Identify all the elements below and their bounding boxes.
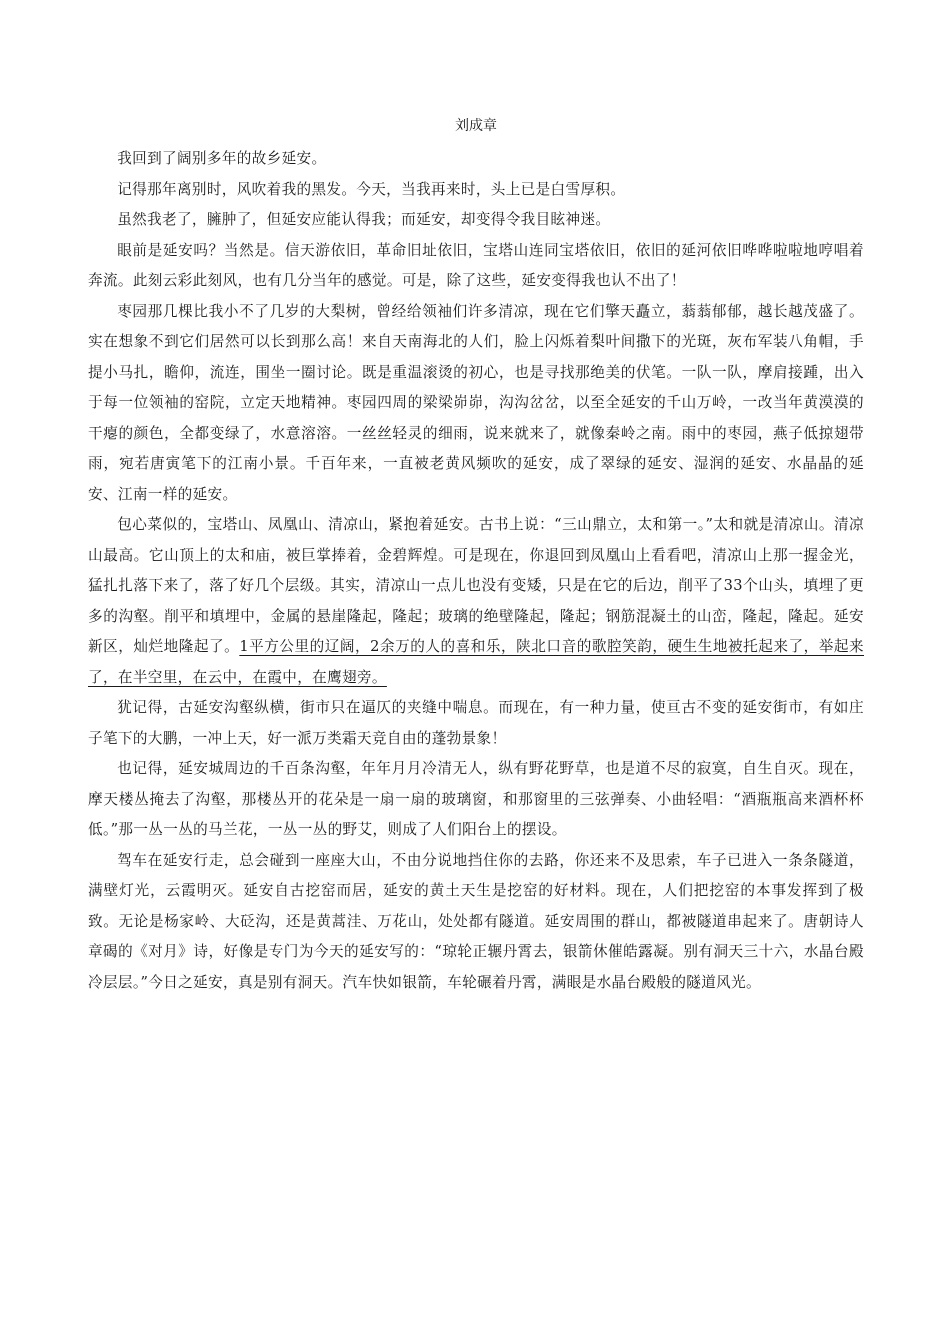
paragraph-3: 虽然我老了，臃肿了，但延安应能认得我；而延安，却变得令我目眩神迷。 [117,211,611,228]
paragraph-2: 记得那年离别时，风吹着我的黑发。今天，当我再来时，头上已是白雪厚积。 [117,180,626,198]
paragraph-9: 驾车在延安行走，总会碰到一座座大山，不由分说地挡住你的去路，你还来不及思索，车子已进入一条条隧道，满壁灯光，云霞明灭。延安自古挖窑而居，延安的黄土天生是挖窑的好材料。现在，人们把挖窑的本事发挥到了极致。无论是杨家岭、大砭沟，还是黄蒿洼、万花山，处处都有隧道。延安周围的群山，都被隧道串起来了。唐朝诗人章碣的《对月》诗，好像是专门为今天的延安写的：“琼轮正辗丹霄去，银箭休催皓露凝。别有洞天三十六，水晶台殿冷层层。”今日之延安，真是别有洞天。汽车快如银箭，车轮碾着丹霄，满眼是水晶台殿般的隧道风光。 [88,851,864,991]
author-name: 刘成章 [455,118,497,134]
paragraph-1: 我回到了阔别多年的故乡延安。 [117,150,327,167]
paragraph-4: 眼前是延安吗？当然是。信天游依旧，革命旧址依旧，宝塔山连同宝塔依旧，依旧的延河依旧哗哗啦啦地哼唱着奔流。此刻云彩此刻风，也有几分当年的感觉。可是，除了这些，延安变得我也认不出了！ [88,241,864,289]
paragraph-5: 枣园那几棵比我小不了几岁的大梨树，曾经给领袖们许多清凉，现在它们擎天矗立，蓊蓊郁郁，越长越茂盛了。实在想象不到它们居然可以长到那么高！来自天南海北的人们，脸上闪烁着梨叶间撒下的光斑，灰布军装八角帽，手提小马扎，瞻仰，流连，围坐一圈讨论。既是重温滚烫的初心，也是寻找那绝美的伏笔。一队一队，摩肩接踵，出入于每一位领袖的窑院，立定天地精神。枣园四周的梁梁峁峁，沟沟岔岔，以至全延安的千山万岭，一改当年黄漠漠的干瘪的颜色，全都变绿了，水意溶溶。一丝丝轻灵的细雨，说来就来了，就像秦岭之南。雨中的枣园，燕子低掠翅带雨，宛若唐寅笔下的江南小景。千百年来，一直被老黄风频吹的延安，成了翠绿的延安、湿润的延安、水晶晶的延安、江南一样的延安。 [88,302,864,503]
paragraph-7: 犹记得，古延安沟壑纵横，街市只在逼仄的夹缝中喘息。而现在，有一种力量，使亘古不变的延安街市，有如庄子笔下的大鹏，一冲上天，好一派万类霜天竞自由的蓬勃景象！ [88,699,864,747]
paragraph-6 [88,510,864,693]
underlined-sentence: 1平方公里的辽阔，2余万的人的喜和乐，陕北口音的歌腔笑韵，硬生生地被托起来了，举起来了，在半空里，在云中，在霞中，在鹰翅旁。 [88,638,864,686]
paragraph-6-text: 包心菜似的，宝塔山、凤凰山、清凉山，紧抱着延安。古书上说：“三山鼎立，太和第一。”太和就是清凉山。清凉山最高。它山顶上的太和庙，被巨掌捧着，金碧辉煌。可是现在，你退回到凤凰山上看看吧，清凉山上那一握金光，猛扎扎落下来了，落了好几个层级。其实，清凉山一点儿也没有变矮，只是在它的后边，削平了33个山头，填埋了更多的沟壑。削平和填埋中，金属的悬崖隆起，隆起；玻璃的绝壁隆起，隆起；钢筋混凝土的山峦，隆起，隆起。延安新区，灿烂地隆起了。 [88,516,864,655]
document-body [88,112,864,998]
paragraph-8: 也记得，延安城周边的千百条沟壑，年年月月冷清无人，纵有野花野草，也是道不尽的寂寞，自生自灭。现在，摩天楼丛掩去了沟壑，那楼丛开的花朵是一扇一扇的玻璃窗，和那窗里的三弦弹奏、小曲轻唱：“酒瓶瓶高来酒杯杯低。”那一丛一丛的马兰花，一丛一丛的野艾，则成了人们阳台上的摆设。 [88,760,864,838]
